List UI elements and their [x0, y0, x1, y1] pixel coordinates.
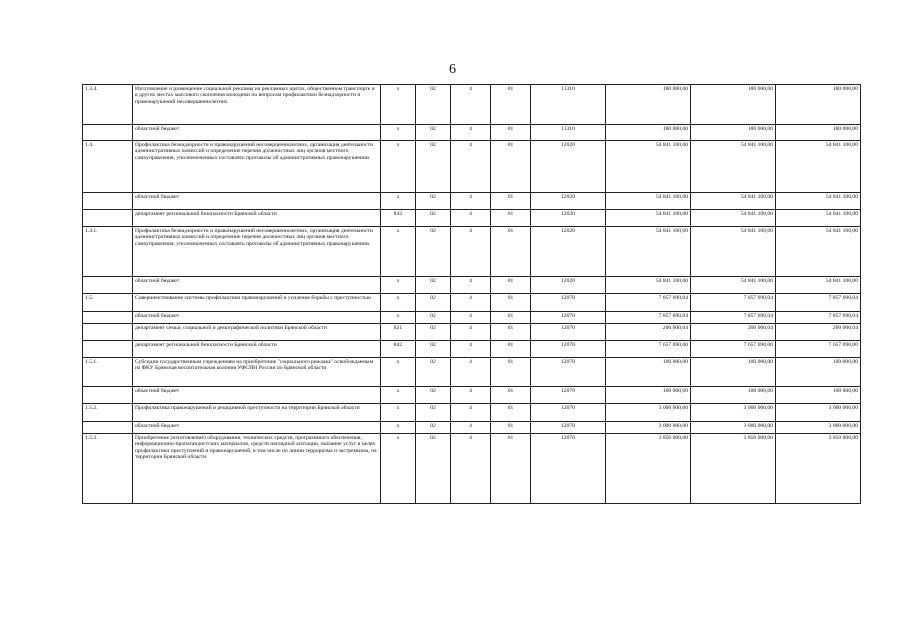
cell-v3: 54 841 100,00 [776, 193, 861, 210]
cell-num [83, 312, 133, 324]
cell-admin: x [381, 193, 416, 210]
cell-num: 1.4.1. [83, 227, 133, 277]
cell-desc: Профилактика правонарушений и рецидивной преступности на территории Брянской области [133, 404, 381, 422]
cell-desc: областной бюджет [133, 422, 381, 434]
cell-num [83, 277, 133, 294]
cell-admin: 842 [381, 210, 416, 227]
cell-cs: 4 [451, 358, 491, 387]
cell-admin: x [381, 358, 416, 387]
cell-v1: 3 850 000,00 [606, 434, 691, 504]
cell-cs: 4 [451, 434, 491, 504]
cell-v2: 54 841 100,00 [691, 141, 776, 193]
cell-num [83, 341, 133, 358]
cell-rz: 02 [416, 141, 451, 193]
cell-admin: x [381, 141, 416, 193]
cell-sub: 01 [491, 387, 531, 404]
cell-admin: x [381, 227, 416, 277]
cell-desc: департамент региональной безопасности Брянской области [133, 210, 381, 227]
cell-v3: 3 000 000,00 [776, 404, 861, 422]
cell-desc: областной бюджет [133, 125, 381, 141]
cell-num: 1.3.4. [83, 85, 133, 125]
cell-admin: x [381, 387, 416, 404]
cell-rz: 02 [416, 277, 451, 294]
cell-num [83, 324, 133, 341]
cell-v1: 200 000,04 [606, 324, 691, 341]
cell-rz: 02 [416, 85, 451, 125]
cell-v1: 180 000,00 [606, 125, 691, 141]
cell-cs: 4 [451, 404, 491, 422]
cell-v1: 54 841 100,00 [606, 277, 691, 294]
cell-cs: 4 [451, 387, 491, 404]
cell-v2: 180 000,00 [691, 85, 776, 125]
cell-v3: 7 657 690,00 [776, 341, 861, 358]
cell-num: 1.5.2. [83, 404, 133, 422]
cell-code: 12070 [531, 387, 606, 404]
cell-code: 11310 [531, 85, 606, 125]
cell-v2: 54 841 100,00 [691, 227, 776, 277]
cell-sub: 01 [491, 404, 531, 422]
cell-v2: 100 000,00 [691, 358, 776, 387]
cell-admin: x [381, 312, 416, 324]
table-row [83, 324, 861, 341]
cell-cs: 4 [451, 422, 491, 434]
table-row [83, 387, 861, 404]
table-row [83, 125, 861, 141]
cell-cs: 4 [451, 210, 491, 227]
cell-code: 12020 [531, 210, 606, 227]
cell-sub: 01 [491, 125, 531, 141]
cell-code: 12020 [531, 227, 606, 277]
table-row [83, 210, 861, 227]
cell-sub: 01 [491, 324, 531, 341]
cell-v1: 7 857 690,04 [606, 312, 691, 324]
cell-v3: 200 000,04 [776, 324, 861, 341]
cell-cs: 4 [451, 141, 491, 193]
cell-admin: x [381, 404, 416, 422]
cell-v3: 180 000,00 [776, 85, 861, 125]
cell-v3: 100 000,00 [776, 387, 861, 404]
cell-code: 12070 [531, 341, 606, 358]
cell-v2: 7 857 690,04 [691, 312, 776, 324]
cell-rz: 02 [416, 404, 451, 422]
cell-cs: 4 [451, 125, 491, 141]
cell-code: 11310 [531, 125, 606, 141]
cell-v2: 3 850 000,00 [691, 434, 776, 504]
cell-v1: 3 000 000,00 [606, 404, 691, 422]
cell-code: 12070 [531, 434, 606, 504]
cell-rz: 02 [416, 358, 451, 387]
cell-desc: областной бюджет [133, 312, 381, 324]
cell-sub: 01 [491, 434, 531, 504]
cell-admin: x [381, 294, 416, 312]
cell-admin: 842 [381, 341, 416, 358]
cell-rz: 02 [416, 387, 451, 404]
cell-desc: Изготовление и размещение социальной рекламы на рекламных щитах, общественном транспорте и в других местах массового скопления молодежи по вопросам профилактики безнадзорности и правонарушений несовершеннолетних [133, 85, 381, 125]
cell-desc: областной бюджет [133, 193, 381, 210]
cell-v2: 54 841 100,00 [691, 277, 776, 294]
cell-v2: 7 857 690,04 [691, 294, 776, 312]
cell-v3: 3 000 000,00 [776, 422, 861, 434]
cell-admin: x [381, 422, 416, 434]
cell-num: 1.4. [83, 141, 133, 193]
cell-v1: 54 841 100,00 [606, 210, 691, 227]
cell-v1: 54 841 100,00 [606, 227, 691, 277]
table-row [83, 358, 861, 387]
budget-table [82, 84, 861, 504]
cell-cs: 4 [451, 85, 491, 125]
cell-v2: 200 000,04 [691, 324, 776, 341]
cell-desc: Профилактика безнадзорности и правонарушений несовершеннолетних, организация деятельности административных комиссий и определение перечня должностных лиц органов местного самоуправления, уполномоченных составлять протоколы об административных правонарушениях [133, 227, 381, 277]
cell-sub: 01 [491, 358, 531, 387]
cell-rz: 02 [416, 434, 451, 504]
table-row [83, 294, 861, 312]
cell-desc: Субсидии государственным учреждениям на приобретение "социального рюкзака" освобождаемым из ФКУ Брянская воспитательная колония УФСИН России по Брянской области [133, 358, 381, 387]
cell-cs: 4 [451, 227, 491, 277]
cell-rz: 02 [416, 341, 451, 358]
cell-rz: 02 [416, 324, 451, 341]
cell-rz: 02 [416, 312, 451, 324]
cell-v2: 100 000,00 [691, 387, 776, 404]
cell-sub: 01 [491, 277, 531, 294]
cell-admin: 821 [381, 324, 416, 341]
cell-sub: 01 [491, 141, 531, 193]
cell-v2: 180 000,00 [691, 125, 776, 141]
cell-v1: 54 841 100,00 [606, 141, 691, 193]
cell-v1: 180 000,00 [606, 85, 691, 125]
cell-code: 12070 [531, 358, 606, 387]
table-row [83, 277, 861, 294]
cell-v3: 54 841 100,00 [776, 277, 861, 294]
cell-num [83, 125, 133, 141]
cell-sub: 01 [491, 294, 531, 312]
cell-v3: 7 857 690,04 [776, 294, 861, 312]
cell-sub: 01 [491, 227, 531, 277]
cell-v2: 7 657 690,00 [691, 341, 776, 358]
cell-v1: 54 841 100,00 [606, 193, 691, 210]
cell-cs: 4 [451, 193, 491, 210]
cell-sub: 01 [491, 85, 531, 125]
cell-v3: 3 850 000,00 [776, 434, 861, 504]
cell-v1: 3 000 000,00 [606, 422, 691, 434]
cell-desc: департамент региональной безопасности Брянской области [133, 341, 381, 358]
cell-code: 12020 [531, 141, 606, 193]
cell-v3: 7 857 690,04 [776, 312, 861, 324]
cell-rz: 02 [416, 193, 451, 210]
cell-v1: 7 657 690,00 [606, 341, 691, 358]
cell-code: 12070 [531, 312, 606, 324]
cell-sub: 01 [491, 341, 531, 358]
cell-desc: Приобретение (изготовление) оборудования, технических средств, программного обеспечения, информационно-пропагандистских материалов, средств наглядной агитации, оказание услуг в целях профилактики преступлений и правонарушений, в том числе по линии терроризма и экстремизма, на территории Брянской области [133, 434, 381, 504]
cell-desc: Профилактика безнадзорности и правонарушений несовершеннолетних, организация деятельности административных комиссий и определение перечня должностных лиц органов местного самоуправления, уполномоченных составлять протоколы об административных правонарушениях [133, 141, 381, 193]
cell-rz: 02 [416, 210, 451, 227]
cell-v2: 54 841 100,00 [691, 193, 776, 210]
cell-num: 1.5.1. [83, 358, 133, 387]
cell-num: 1.5. [83, 294, 133, 312]
cell-v3: 180 000,00 [776, 125, 861, 141]
cell-v1: 100 000,00 [606, 358, 691, 387]
table-row [83, 434, 861, 504]
table-row [83, 141, 861, 193]
cell-code: 12020 [531, 193, 606, 210]
cell-v1: 100 000,00 [606, 387, 691, 404]
cell-code: 12070 [531, 404, 606, 422]
cell-desc: областной бюджет [133, 387, 381, 404]
cell-v1: 7 857 690,04 [606, 294, 691, 312]
cell-v3: 54 841 100,00 [776, 227, 861, 277]
table-row [83, 85, 861, 125]
cell-v2: 3 000 000,00 [691, 404, 776, 422]
cell-num [83, 422, 133, 434]
cell-admin: x [381, 434, 416, 504]
cell-admin: x [381, 125, 416, 141]
cell-sub: 01 [491, 193, 531, 210]
cell-cs: 4 [451, 341, 491, 358]
cell-num [83, 193, 133, 210]
cell-code: 12070 [531, 422, 606, 434]
cell-v2: 3 000 000,00 [691, 422, 776, 434]
cell-cs: 4 [451, 294, 491, 312]
cell-rz: 02 [416, 125, 451, 141]
cell-num [83, 210, 133, 227]
cell-desc: Совершенствование системы профилактики правонарушений и усиление борьбы с преступностью [133, 294, 381, 312]
cell-cs: 4 [451, 312, 491, 324]
cell-v3: 100 000,00 [776, 358, 861, 387]
cell-cs: 4 [451, 277, 491, 294]
cell-cs: 4 [451, 324, 491, 341]
cell-num [83, 387, 133, 404]
table-row [83, 193, 861, 210]
page-number: 6 [449, 62, 456, 77]
cell-rz: 02 [416, 294, 451, 312]
cell-admin: x [381, 85, 416, 125]
table-row [83, 227, 861, 277]
cell-sub: 01 [491, 422, 531, 434]
table-row [83, 422, 861, 434]
table-row [83, 341, 861, 358]
cell-v3: 54 841 100,00 [776, 141, 861, 193]
cell-admin: x [381, 277, 416, 294]
cell-num: 1.5.3. [83, 434, 133, 504]
cell-v3: 54 841 100,00 [776, 210, 861, 227]
cell-desc: областной бюджет [133, 277, 381, 294]
cell-desc: департамент семьи, социальной и демографической политики Брянской области [133, 324, 381, 341]
cell-code: 12070 [531, 294, 606, 312]
table-row [83, 312, 861, 324]
cell-v2: 54 841 100,00 [691, 210, 776, 227]
cell-sub: 01 [491, 312, 531, 324]
cell-code: 12070 [531, 324, 606, 341]
cell-rz: 02 [416, 227, 451, 277]
cell-rz: 02 [416, 422, 451, 434]
cell-sub: 01 [491, 210, 531, 227]
table-row [83, 404, 861, 422]
cell-code: 12020 [531, 277, 606, 294]
